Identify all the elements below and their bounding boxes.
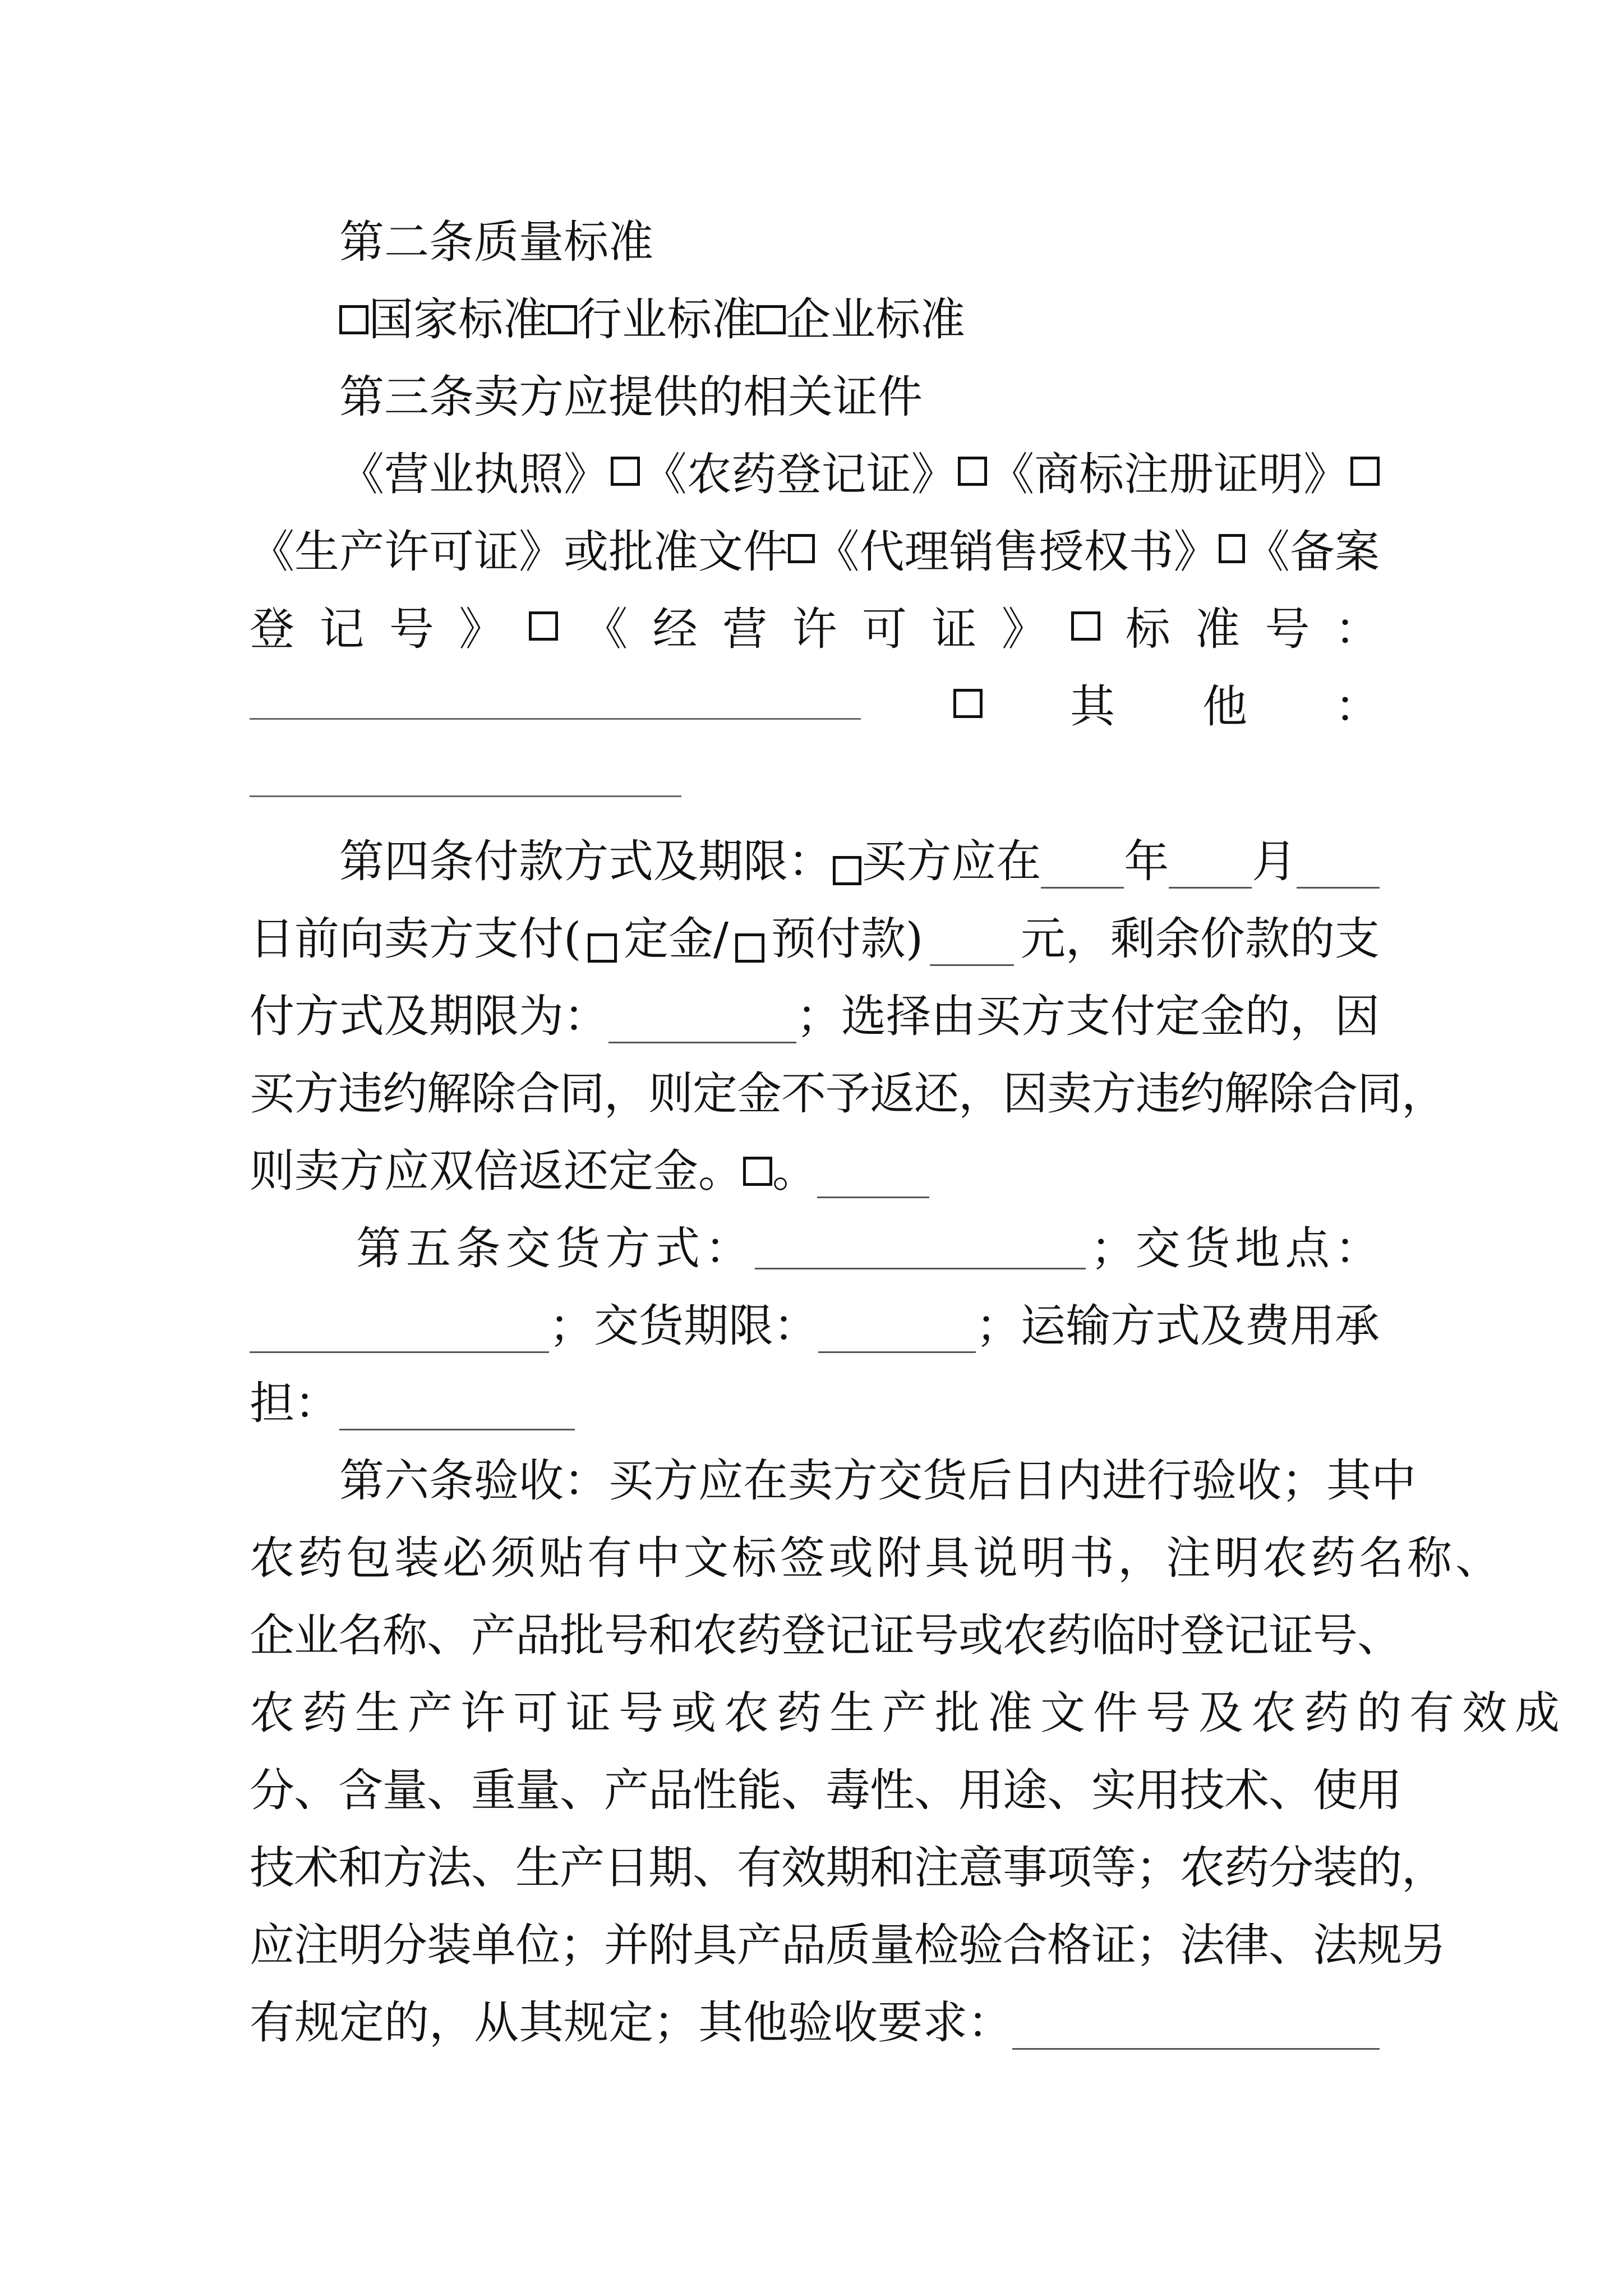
amount-blank[interactable] [930,925,1014,966]
checkbox-industry-standard[interactable] [548,305,577,334]
article-3-line-3: 登 记 号 》 《 经 营 许 可 证 》 标 准 号 ： [250,603,1380,655]
article-2-title: 第二条质量标准 [339,216,653,268]
checkbox-production-license[interactable] [1350,457,1380,486]
article-6-line-1: 第六条验收：买方应在卖方交货后日内进行验收；其中 [339,1455,1416,1507]
article-3-line-2 [250,525,1380,579]
month-blank[interactable] [1169,848,1252,889]
doc-trademark: 《商标注册证明》 [989,448,1349,500]
article-3-other: 其 他 ： [953,680,1380,734]
article-4-line-5: 则卖方应双倍返还定金。 。 [250,1144,1380,1198]
payment-terms-blank[interactable] [608,1002,796,1043]
other-blank[interactable] [250,795,681,797]
article-5-line-1: 第 五 条 交 货 方 式 ： ；交 货 地 点 ： [356,1222,1380,1274]
transport-cost-blank[interactable] [339,1389,575,1430]
article-5-line-2: ；交货期限： ；运输方式及费用承 [250,1299,1380,1353]
article-4-line-3: 付方式及期限为： ；选择由买方支付定金的，因 [250,990,1380,1042]
checkbox-business-permit[interactable] [529,611,558,641]
doc-filing-number-end: 登 [250,603,294,655]
other-acceptance-blank[interactable] [1012,2009,1380,2050]
article-5-line-3: 担： [250,1377,1380,1430]
delivery-deadline-blank[interactable] [818,1312,976,1353]
article-4-line-1: 第四条付款方式及期限： 买方应在 年 月 [339,835,1380,889]
article-6-line-4: 农药生产许可证号或农药生产批准文件号及农药的有效成 [250,1687,1567,1739]
delivery-location-blank[interactable] [250,1312,549,1353]
article-2-options [339,293,1380,347]
checkbox-deposit[interactable] [588,933,617,963]
article-6-line-3: 企业名称、产品批号和农药登记证号或农药临时登记证号、 [250,1609,1401,1662]
delivery-method-blank[interactable] [755,1228,1086,1269]
article-4-line-4: 买方违约解除合同，则定金不予返还，因卖方违约解除合同， [250,1068,1446,1120]
checkbox-national-standard[interactable] [339,305,368,334]
doc-production-license: 《生产许可证》或批准文件 [250,526,788,578]
option-enterprise-standard: 企业标准 [786,293,965,346]
article-3-title: 第三条卖方应提供的相关证件 [339,371,923,423]
article-3-line-1 [339,448,1380,501]
checkbox-enterprise-standard[interactable] [757,305,786,334]
checkbox-pesticide-registration[interactable] [611,457,640,486]
article-6-line-7: 应注明分装单位；并附具产品质量检验合格证；法律、法规另 [250,1919,1446,1971]
standard-number-blank[interactable] [250,718,861,720]
checkbox-deposit-double[interactable] [743,1157,772,1186]
checkbox-sales-authorization[interactable] [788,534,815,563]
article-4-line-2: 日前向卖方支付( 定金/ 预付款) 元，剩余价款的支 [250,913,1380,965]
other-payment-blank[interactable] [817,1157,929,1198]
checkbox-buyer-pay[interactable] [833,856,861,885]
checkbox-trademark[interactable] [958,457,987,486]
article-6-line-2: 农药包装必须贴有中文标签或附具说明书，注明农药名称、 [250,1532,1504,1584]
doc-sales-authorization: 《代理销售授权书》 [814,526,1219,578]
doc-filing-number-start: 《备案 [1245,526,1380,578]
article-6-line-8: 有规定的，从其规定；其他验收要求： [250,1996,1380,2050]
article-6-line-6: 技术和方法、生产日期、有效期和注意事项等；农药分装的， [250,1842,1446,1894]
checkbox-prepayment[interactable] [735,933,764,963]
article-6-line-5: 分、含量、重量、产品性能、毒性、用途、实用技术、使用 [250,1764,1401,1816]
option-national-standard: 国家标准 [368,293,548,346]
doc-pesticide-registration: 《农药登记证》 [642,448,956,500]
option-industry-standard: 行业标准 [577,293,757,346]
checkbox-standard-number[interactable] [1071,611,1100,641]
year-blank[interactable] [1041,848,1124,889]
checkbox-filing-number[interactable] [1219,534,1246,563]
day-blank[interactable] [1297,848,1380,889]
doc-business-license: 《营业执照》 [339,448,608,500]
checkbox-other[interactable] [953,689,983,718]
